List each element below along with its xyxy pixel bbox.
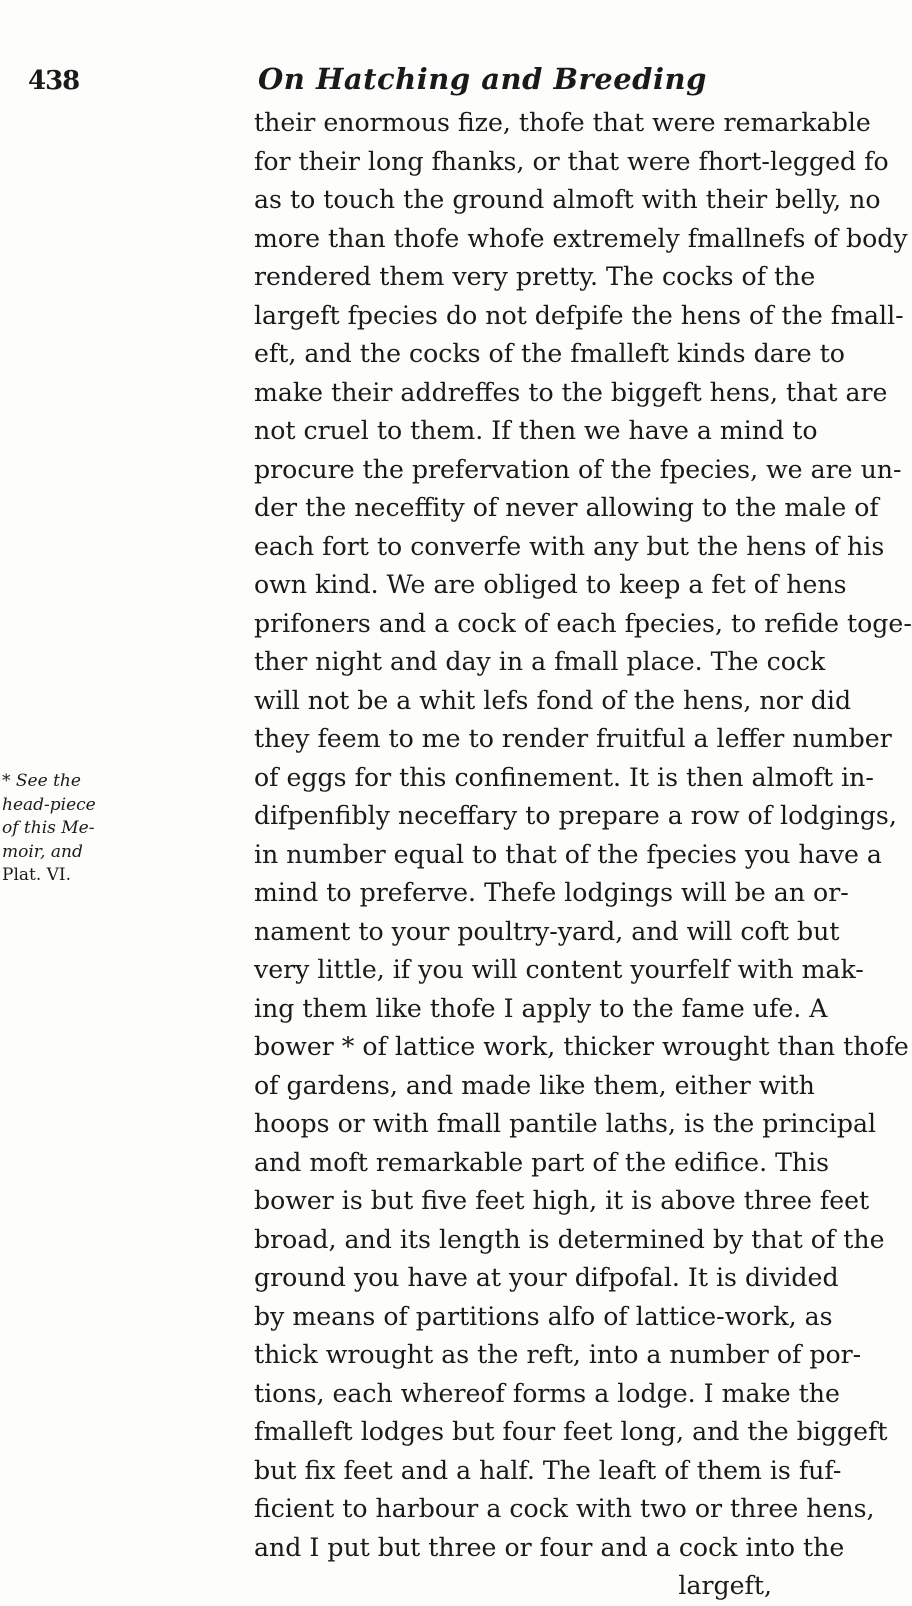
margin-note — [2, 770, 106, 888]
margin-note-line: moir, and — [2, 841, 83, 862]
text-line: prifoners and a cock of each fpecies, to refide toge- — [254, 608, 912, 638]
margin-note-line: head-piece — [2, 794, 96, 815]
text-line: der the neceffity of never allowing to the male of — [254, 493, 879, 522]
margin-note-plate: Plat. VI. — [2, 865, 72, 885]
text-line: they feem to me to render fruitful a leffer number — [254, 724, 892, 753]
text-line: largeft fpecies do not defpife the hens of the fmall- — [254, 300, 904, 330]
text-line: largeft, — [678, 1571, 772, 1600]
text-line: fmalleft lodges but four feet long, and the biggeft — [254, 1417, 888, 1446]
text-line: bower is but five feet high, it is above three feet — [254, 1186, 870, 1215]
text-line: more than thofe whofe extremely fmallnefs of body — [254, 223, 908, 253]
text-line: rendered them very pretty. The cocks of the — [254, 262, 816, 291]
text-line: difpenfibly neceffary to prepare a row of lodgings, — [254, 801, 897, 830]
text-line: and I put but three or four and a cock into the — [254, 1532, 845, 1562]
text-line: procure the prefervation of the fpecies, we are un- — [254, 454, 902, 484]
page-number: 438 — [28, 66, 80, 96]
text-line: of eggs for this confinement. It is then almoft in- — [254, 762, 874, 792]
text-line: ficient to harbour a cock with two or three hens, — [254, 1494, 875, 1523]
text-line: but fix feet and a half. The leaft of them is fuf- — [254, 1455, 842, 1485]
text-line: as to touch the ground almoft with their belly, no — [254, 185, 881, 214]
text-line: ther night and day in a fmall place. The cock — [254, 647, 826, 676]
body-text — [254, 104, 912, 1606]
text-line: and moft remarkable part of the edifice. This — [254, 1147, 830, 1177]
text-line: tions, each whereof forms a lodge. I make the — [254, 1378, 840, 1408]
text-line: by means of partitions alfo of lattice-work, as — [254, 1301, 833, 1331]
running-title: On Hatching and Breeding — [258, 62, 707, 96]
text-line: their enormous fize, thofe that were remarkable — [254, 108, 871, 137]
text-line: will not be a whit lefs fond of the hens, nor did — [254, 685, 852, 715]
text-line: bower * of lattice work, thicker wrought than thofe — [254, 1032, 909, 1061]
text-line: own kind. We are obliged to keep a fet of hens — [254, 570, 847, 599]
text-line: each fort to converfe with any but the hens of his — [254, 531, 885, 561]
text-line: nament to your poultry-yard, and will coft but — [254, 916, 840, 946]
text-line: for their long fhanks, or that were fhort-legged fo — [254, 146, 889, 176]
text-line: very little, if you will content yourfelf with mak- — [254, 955, 864, 984]
text-line: not cruel to them. If then we have a mind to — [254, 416, 818, 445]
text-line: ground you have at your difpofal. It is divided — [254, 1263, 839, 1292]
text-line: broad, and its length is determined by that of the — [254, 1224, 885, 1254]
text-line: eft, and the cocks of the fmalleft kinds dare to — [254, 339, 845, 368]
margin-note-line: of this Me- — [2, 818, 95, 838]
text-line: make their addreffes to the biggeft hens, that are — [254, 377, 888, 407]
text-line: mind to preferve. Thefe lodgings will be an or- — [254, 878, 849, 907]
text-line: ing them like thofe I apply to the fame ufe. A — [254, 993, 828, 1023]
margin-note-line: * See the — [2, 771, 81, 791]
text-line: thick wrought as the reft, into a number of por- — [254, 1340, 862, 1369]
text-line: of gardens, and made like them, either with — [254, 1070, 815, 1100]
text-line: hoops or with fmall pantile laths, is the principal — [254, 1109, 877, 1138]
text-line: in number equal to that of the fpecies you have a — [254, 839, 882, 869]
